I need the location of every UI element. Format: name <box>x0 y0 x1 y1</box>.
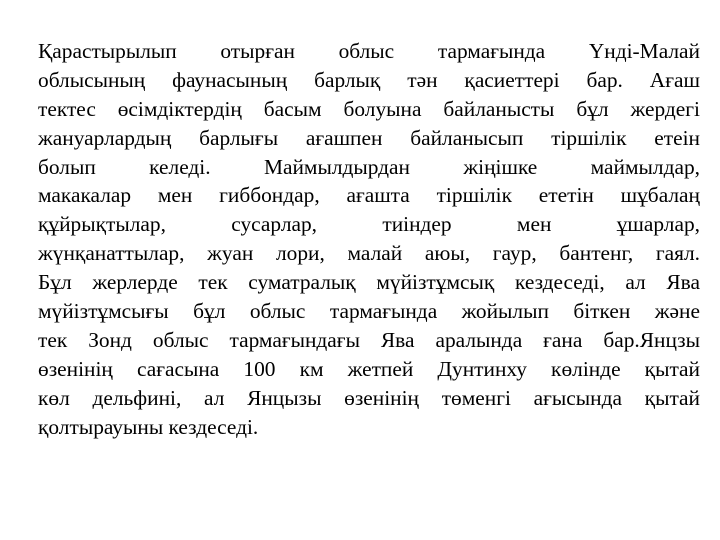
text-line: көл дельфині, ал Янцызы өзенінің төменгі ағысында қытай <box>38 385 700 410</box>
text-line: Бұл жерлерде тек суматралық мүйізтұмсық кездеседі, ал Ява <box>38 270 700 295</box>
text-line: өзенінің сағасына 100 км жетпей Дунтинху көлінде қытай <box>38 356 700 381</box>
text-line: құйрықтылар, сусарлар, тиіндер мен ұшарлар, <box>38 212 700 237</box>
body-text <box>38 37 700 441</box>
text-line: макакалар мен гиббондар, ағашта тіршілік ететін шұбалаң <box>38 183 700 208</box>
text-line: тек Зонд облыс тармағындағы Ява аралында ғана бар.Янцзы <box>38 327 700 352</box>
text-line: тектес өсімдіктердің басым болуына байланысты бұл жердегі <box>38 96 700 121</box>
text-line: жануарлардың барлығы ағашпен байланысып тіршілік етеін <box>38 125 700 150</box>
text-line: Қарастырылып отырған облыс тармағында Үнді-Малай <box>38 39 700 63</box>
text-line: қолтырауыны кездеседі. <box>38 414 259 439</box>
text-line: болып келеді. Маймылдырдан жіңішке маймылдар, <box>38 154 700 179</box>
text-line: облысының фаунасының барлық тән қасиеттері бар. Ағаш <box>38 67 700 92</box>
text-line: мүйізтұмсығы бұл облыс тармағында жойылып біткен және <box>38 299 700 324</box>
text-line: жүнқанаттылар, жуан лори, малай аюы, гаур, бантенг, гаял. <box>38 241 700 266</box>
